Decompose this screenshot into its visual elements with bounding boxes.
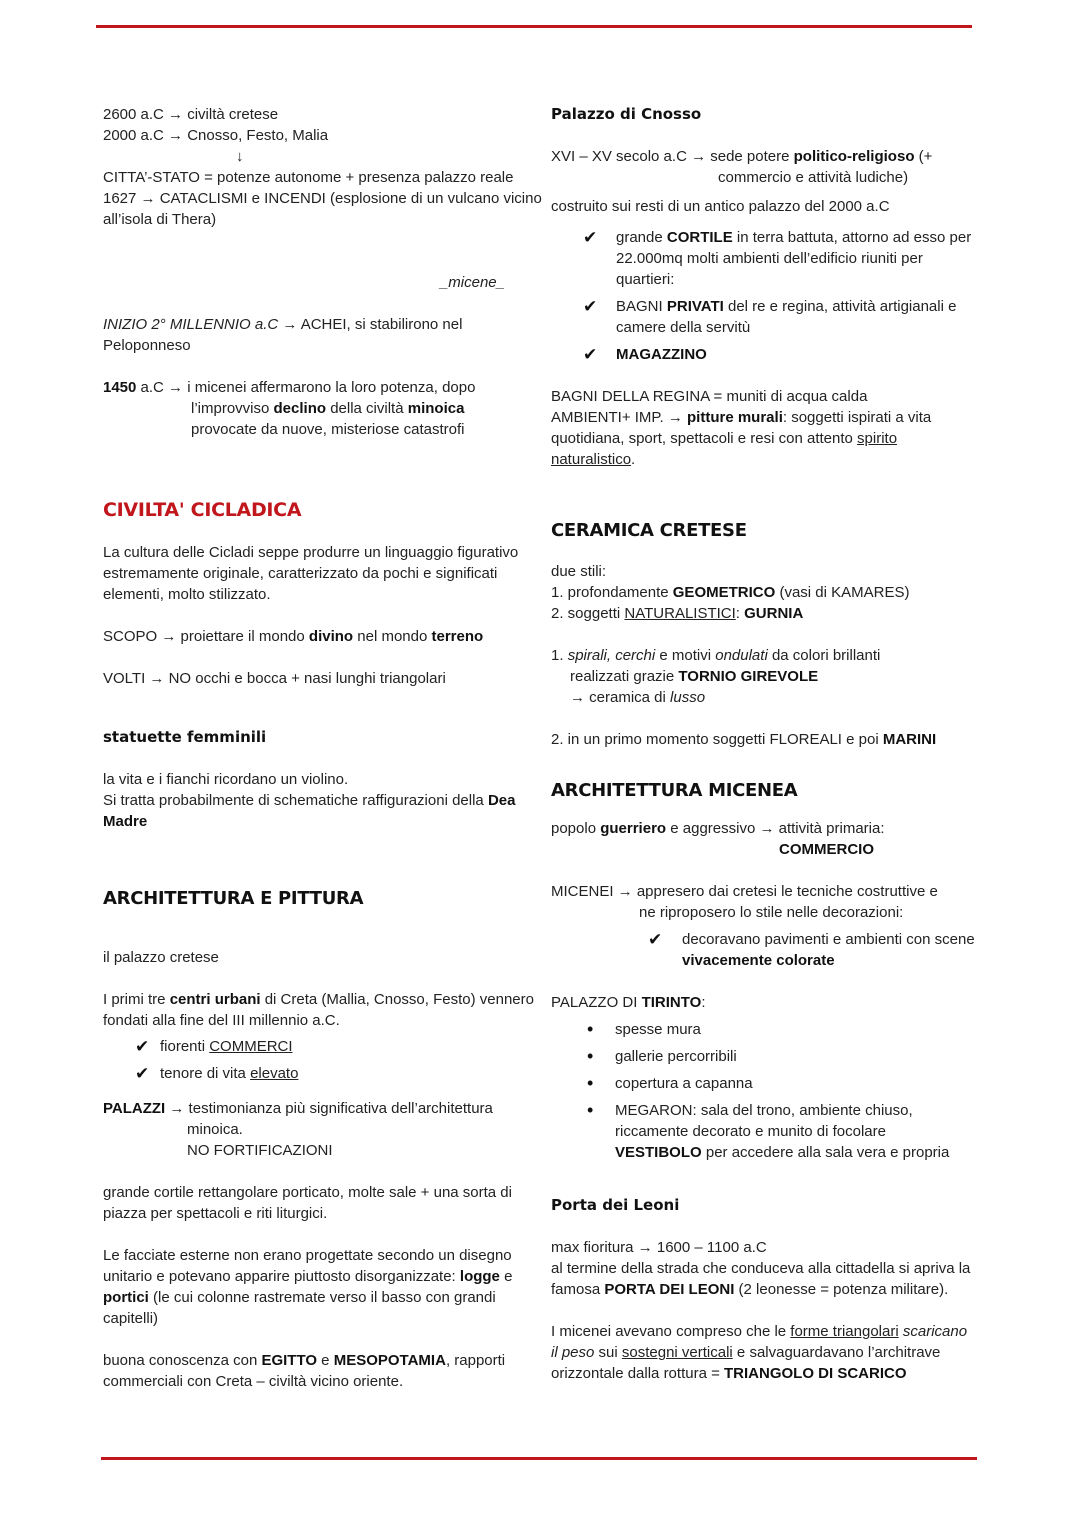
commercio [551, 839, 976, 860]
leoni-heading: Porta dei Leoni [551, 1196, 680, 1214]
ambienti [551, 407, 976, 470]
cataclismi: 1627 → CATACLISMI e INCENDI (esplosione di un vulcano vicino all’isola di Thera) [103, 190, 542, 228]
mic-c1: decoravano pavimenti e ambienti con scene [682, 931, 975, 948]
facc-a: Le facciate esterne non erano progettate secondo un disegno unitario e potevano apparire piuttosto disorganizzate: [103, 1247, 512, 1285]
palazzi [103, 1098, 545, 1119]
bullet-copertura [551, 1073, 976, 1100]
check-icon: ✔ [135, 1037, 150, 1056]
gurnia: GURNIA [744, 605, 804, 622]
n1a: 1. [551, 647, 568, 664]
bullet-icon: • [587, 1019, 594, 1039]
xvi-commercio: commercio e attività ludiche) [718, 169, 909, 186]
micene-label: _micene_ [439, 274, 505, 291]
dea-madre: Dea Madre [103, 792, 516, 830]
forme-triangolari [551, 1321, 976, 1384]
pop-a: popolo [551, 820, 601, 837]
note-1 [551, 645, 976, 666]
xvi-secolo [551, 146, 976, 167]
tirinto-b: TIRINTO [641, 994, 702, 1011]
micenei-1450 [103, 377, 545, 398]
tirinto [551, 992, 976, 1013]
centri-a: I primi tre [103, 991, 170, 1008]
amb-c: : soggetti ispirati a vita quotidiana, sport, spettacoli e resi con attento [551, 409, 932, 447]
mic2-a: I micenei avevano compreso che le [551, 1323, 791, 1340]
sostegni: sostegni verticali [621, 1344, 733, 1361]
buona-e: e [317, 1352, 334, 1369]
vestibolo: VESTIBOLO [615, 1144, 702, 1161]
bullet-icon: • [587, 1046, 594, 1066]
statuette-heading: statuette femminili [103, 728, 267, 746]
statuette-p2 [103, 790, 545, 832]
achei-date: INIZIO 2° MILLENNIO a.C [103, 316, 279, 333]
s2a: 2. soggetti [551, 605, 625, 622]
centri-c: di Creta (Mallia, Cnosso, Festo) vennero fondati alla fine del III millennio a.C. [103, 991, 534, 1029]
ceramica-heading: CERAMICA CRETESE [551, 520, 747, 541]
tirinto-a: PALAZZO DI [551, 994, 642, 1011]
check-icon: ✔ [648, 930, 663, 949]
s2c: : [735, 605, 745, 622]
bottom-rule [101, 1457, 977, 1460]
term-a: al termine della strada che conduceva alla cittadella si apriva la famosa [551, 1260, 971, 1298]
b3: copertura a capanna [615, 1075, 753, 1092]
bullet-megaron [551, 1100, 976, 1163]
check-magazzino [551, 344, 976, 365]
scopo-b: nel mondo [353, 628, 432, 645]
check-decoravano [551, 929, 976, 971]
due-stili: due stili: [551, 563, 607, 580]
citta-stato: CITTA’-STATO = potenze autonome + presenza palazzo reale [103, 169, 514, 186]
micenei-1450-cont [103, 398, 545, 419]
note-1-tornio [551, 666, 976, 687]
naturalistici: NATURALISTICI [624, 605, 736, 622]
top-rule [96, 25, 972, 28]
achei [103, 314, 545, 356]
mic2-f: e salvaguardavano l’architrave orizzontale dalla rottura = [551, 1344, 941, 1382]
y1450-text: a.C → i micenei affermarono la loro potenza, dopo [136, 379, 476, 396]
volti: VOLTI → NO occhi e bocca + nasi lunghi triangolari [103, 670, 446, 687]
stile-2 [551, 603, 976, 624]
triangolo-scarico: TRIANGOLO DI SCARICO [724, 1365, 907, 1382]
commerci: COMMERCI [209, 1038, 293, 1055]
check-commerci [103, 1036, 545, 1063]
check-bagni [551, 296, 976, 338]
n1f: realizzati grazie [570, 668, 679, 685]
k1a: grande [616, 229, 667, 246]
marini: MARINI [882, 731, 937, 748]
buona-b: , rapporti commerciali con Creta – civiltà vicino oriente. [103, 1352, 506, 1390]
elevato: elevato [250, 1065, 299, 1082]
ondulati: ondulati [715, 647, 768, 664]
cortile-b: CORTILE [666, 229, 733, 246]
xvi-c: (+ [914, 148, 933, 165]
declino: declino [273, 400, 327, 417]
micenei-1450-end: provocate da nuove, misteriose catastrofi [191, 421, 465, 438]
buona-conoscenza [103, 1350, 545, 1392]
geometrico: GEOMETRICO [672, 584, 776, 601]
bullet-mura [551, 1019, 976, 1046]
centri-urbani [103, 989, 545, 1031]
micenei-appresero: MICENEI → appresero dai cretesi le tecniche costruttive e [551, 883, 938, 900]
note-2 [551, 729, 976, 750]
cnosso-heading: Palazzo di Cnosso [551, 105, 702, 123]
portici: portici [103, 1289, 149, 1306]
pitture-murali: pitture murali [687, 409, 783, 426]
palazzi-b: → testimonianza più significativa dell’architettura [165, 1100, 493, 1117]
guerriero: guerriero [600, 820, 667, 837]
check-icon: ✔ [583, 228, 598, 247]
xvi-a: XVI – XV secolo a.C → sede potere [551, 148, 794, 165]
note-1-lusso [551, 687, 976, 708]
palazzo-cretese: il palazzo cretese [103, 949, 219, 966]
palazzi-nofort: NO FORTIFICAZIONI [187, 1142, 333, 1159]
check-cortile [551, 227, 976, 290]
achei-text: → ACHEI, si stabilirono nel Peloponneso [103, 316, 463, 354]
egitto: EGITTO [261, 1352, 318, 1369]
facc-e: e [499, 1268, 513, 1285]
n1e: da colori brillanti [767, 647, 881, 664]
tirinto-c: : [701, 994, 706, 1011]
statuette-p1: la vita e i fianchi ricordano un violino. [103, 771, 349, 788]
micenea-heading: ARCHITETTURA MICENEA [551, 780, 798, 801]
y1450-c1: l’improvviso [191, 400, 274, 417]
max-fioritura: max fioritura → 1600 – 1100 a.C [551, 1239, 767, 1256]
n1h: → ceramica di [570, 689, 671, 706]
centri-b: centri urbani [169, 991, 261, 1008]
logge: logge [459, 1268, 500, 1285]
b2: gallerie percorribili [615, 1048, 737, 1065]
pop-c: e aggressivo → attività primaria: [666, 820, 885, 837]
facc-b: (le cui colonne rastremate verso il basso con grandi capitelli) [103, 1289, 496, 1327]
cicladi-paragraph: La cultura delle Cicladi seppe produrre un linguaggio figurativo estremamente originale, caratterizzato da pochi e significati elementi, molto stilizzato. [103, 544, 519, 603]
vivacemente: vivacemente colorate [682, 952, 835, 969]
check-icon: ✔ [135, 1064, 150, 1083]
magazzino: MAGAZZINO [616, 346, 707, 363]
bullet-icon: • [587, 1100, 594, 1120]
down-arrow-icon: ↓ [236, 148, 244, 165]
amb-e: . [631, 451, 636, 468]
check-icon: ✔ [583, 345, 598, 364]
terreno: terreno [431, 628, 484, 645]
tornio: TORNIO GIREVOLE [678, 668, 819, 685]
left-column [103, 104, 545, 1392]
stile-1 [551, 582, 976, 603]
forme: forme triangolari [790, 1323, 899, 1340]
scopo-a: SCOPO → proiettare il mondo [103, 628, 309, 645]
stat-p2a: Si tratta probabilmente di schematiche raffigurazioni della [103, 792, 488, 809]
scopo [103, 626, 545, 647]
lusso: lusso [670, 689, 706, 706]
buona-a: buona conoscenza con [103, 1352, 262, 1369]
mic2-d: sui [594, 1344, 622, 1361]
cicladica-heading: CIVILTA' CICLADICA [103, 499, 302, 521]
n1c: e motivi [655, 647, 716, 664]
popolo [551, 818, 976, 839]
b4c: per accedere alla sala vera e propria [701, 1144, 950, 1161]
c1a: fiorenti [160, 1038, 210, 1055]
micenei-stile: ne riproposero lo stile nelle decorazioni: [639, 904, 904, 921]
s1c: (vasi di KAMARES) [775, 584, 910, 601]
k1c: in terra battuta, attorno ad esso per 22.000mq molti ambienti dell’edificio riuniti per quartieri: [616, 229, 972, 288]
spirito-naturalistico: spirito naturalistico [551, 430, 898, 468]
y1450-c2: della civiltà [326, 400, 408, 417]
bagni-regina: BAGNI DELLA REGINA = muniti di acqua calda [551, 388, 868, 405]
scaricano: scaricano il peso [551, 1323, 968, 1361]
n2a: 2. in un primo momento soggetti FLOREALI e poi [551, 731, 883, 748]
porta-leoni: PORTA DEI LEONI [604, 1281, 735, 1298]
politico-religioso: politico-religioso [793, 148, 915, 165]
architettura-heading: ARCHITETTURA E PITTURA [103, 888, 364, 909]
facciate [103, 1245, 545, 1329]
amb-a: AMBIENTI+ IMP. → [551, 409, 688, 426]
s1a: 1. profondamente [551, 584, 673, 601]
b1: spesse mura [615, 1021, 701, 1038]
k2c: del re e regina, attività artigianali e camere della servitù [616, 298, 957, 336]
palazzi-minoica: minoica. [187, 1121, 243, 1138]
k2a: BAGNI [616, 298, 667, 315]
cortile: grande cortile rettangolare porticato, molte sale + una sorta di piazza per spettacoli e riti liturgici. [103, 1184, 512, 1222]
palazzi-label: PALAZZI [103, 1100, 166, 1117]
mesopotamia: MESOPOTAMIA [333, 1352, 446, 1369]
timeline-2600: 2600 a.C → civiltà cretese [103, 106, 279, 123]
check-tenore [103, 1063, 545, 1090]
privati: PRIVATI [666, 298, 724, 315]
check-icon: ✔ [583, 297, 598, 316]
year-1450: 1450 [103, 379, 137, 396]
b4a: MEGARON: sala del trono, ambiente chiuso, riccamente decorato e munito di focolare [615, 1102, 913, 1140]
right-column [551, 104, 976, 1384]
costruito: costruito sui resti di un antico palazzo del 2000 a.C [551, 198, 890, 215]
spirali: spirali, cerchi [567, 647, 656, 664]
c2a: tenore di vita [160, 1065, 251, 1082]
divino: divino [308, 628, 354, 645]
minoica: minoica [407, 400, 465, 417]
bullet-gallerie [551, 1046, 976, 1073]
bullet-icon: • [587, 1073, 594, 1093]
timeline-2000: 2000 a.C → Cnosso, Festo, Malia [103, 127, 329, 144]
commercio-b: COMMERCIO [779, 841, 874, 858]
termine-strada [551, 1258, 976, 1300]
term-c: (2 leonesse = potenza militare). [734, 1281, 949, 1298]
